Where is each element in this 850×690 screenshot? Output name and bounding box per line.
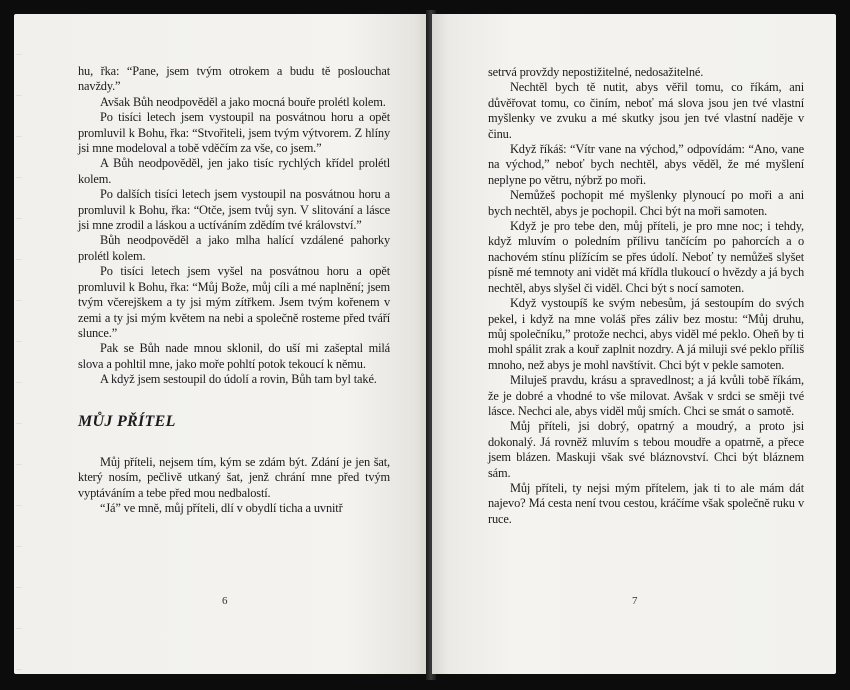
paragraph: Nemůžeš pochopit mé myšlenky plynoucí po moři a ani bych nechtěl, abys je pochopil. Chci být na moři samoten. [488, 188, 804, 218]
paragraph: Avšak Bůh neodpověděl a jako mocná bouře prolétl kolem. [100, 94, 386, 109]
paragraph: Miluješ pravdu, krásu a spravedlnost; a já kvůli tobě říkám, že je dobré a vhodné to vše milovat. Avšak v srdci se směji tvé lásce. Nechci ale, abys viděl můj smích. Chci se smát o samotě. [488, 373, 804, 418]
paragraph: Můj příteli, jsi dobrý, opatrný a moudrý, a proto jsi dokonalý. Já rovněž mluvím s tebou moudře a opatrně, a přece jsem blázen. Maskuji však své bláznovství. Chci být bláznem sám. [488, 419, 804, 480]
chapter-title: MŮJ PŘÍTEL [78, 412, 176, 430]
page-number: 7 [632, 595, 638, 607]
right-page-text [488, 65, 804, 527]
paragraph: Po tisíci letech jsem vyšel na posvátnou horu a opět promluvil k Bohu, řka: “Můj Bože, můj cíli a mé naplnění; jsem tvým včerejškem a ty jsi mým zítřkem. Jsem tvým kořenem v zemi a ty jsi mým květem na nebi a společně rosteme před tváří slunce.” [78, 264, 390, 340]
paragraph: setrvá provždy nepostižitelné, nedosažitelné. [488, 65, 704, 79]
paragraph: hu, řka: “Pane, jsem tvým otrokem a budu tě poslouchat navždy.” [78, 64, 390, 94]
paragraph: Pak se Bůh nade mnou sklonil, do uší mi zašeptal milá slova a pohltil mne, jako moře pohltí potok tekoucí k němu. [78, 341, 390, 371]
page-number: 6 [222, 595, 228, 607]
paragraph: Po dalších tisíci letech jsem vystoupil na posvátnou horu a promluvil k Bohu, řka: “Otče, jsem tvůj syn. V slitování a lásce jsi mne zrodil a láskou a uctíváním zdědím tvé království.” [78, 187, 390, 233]
paragraph: A Bůh neodpověděl, jen jako tisíc rychlých křídel prolétl kolem. [78, 156, 390, 186]
paragraph: Když je pro tebe den, můj příteli, je pro mne noc; i tehdy, když mluvím o poledním přílivu tančícím po pahorcích a o nachovém stínu plížícím se přes údolí. Neboť ty nemůžeš slyšet písně mé temnoty ani vidět má křídla tlukoucí o hvězdy a já bych nechtěl, abys slyšel či viděl. Chci být s nocí samoten. [488, 219, 804, 295]
paragraph: Po tisíci letech jsem vystoupil na posvátnou horu a opět promluvil k Bohu, řka: “Stvořiteli, jsem tvým výtvorem. Z hlíny jsi mne modeloval a tobě vděčím za vše, co jsem.” [78, 110, 390, 156]
left-page [14, 14, 430, 674]
left-page-text [78, 64, 390, 517]
right-page [432, 14, 836, 674]
paragraph: A když jsem sestoupil do údolí a rovin, Bůh tam byl také. [100, 372, 377, 387]
page-edge-marks [16, 14, 22, 674]
paragraph: “Já” ve mně, můj příteli, dlí v obydlí ticha a uvnitř [100, 501, 343, 516]
paragraph: Když říkáš: “Vítr vane na východ,” odpovídám: “Ano, vane na východ,” neboť bych nechtěl, abys věděl, že mé myšlení neplyne po větru, nýbrž po moři. [488, 142, 804, 187]
paragraph: Bůh neodpověděl a jako mlha halící vzdálené pahorky prolétl kolem. [78, 233, 390, 263]
paragraph: Můj příteli, ty nejsi mým přítelem, jak ti to ale mám dát najevo? Má cesta není tvou cestou, kráčíme však společně ruku v ruce. [488, 480, 804, 526]
paragraph: Když vystoupíš ke svým nebesům, já sestoupím do svých pekel, i když na mne voláš přes záliv bez mostu: “Můj druhu, můj společníku,” protože nechci, abys viděl mé peklo. Oheň by ti mohl spálit zrak a kouř zaplnit nozdry. A já miluji své peklo příliš mnoho, než abys je mohl navštívit. Chci být v pekle samoten. [488, 296, 804, 372]
paragraph: Můj příteli, nejsem tím, kým se zdám být. Zdání je jen šat, který nosím, pečlivě utkaný šat, jenž chrání mne před tvým vyptáváním a tebe před mou nedbalostí. [78, 454, 390, 500]
paragraph: Nechtěl bych tě nutit, abys věřil tomu, co říkám, ani důvěřovat tomu, co činím, neboť má slova jsou jen tvé vlastní myšlenky ve zvuku a mé skutky jsou jen tvé vlastní naděje v činu. [488, 80, 804, 141]
